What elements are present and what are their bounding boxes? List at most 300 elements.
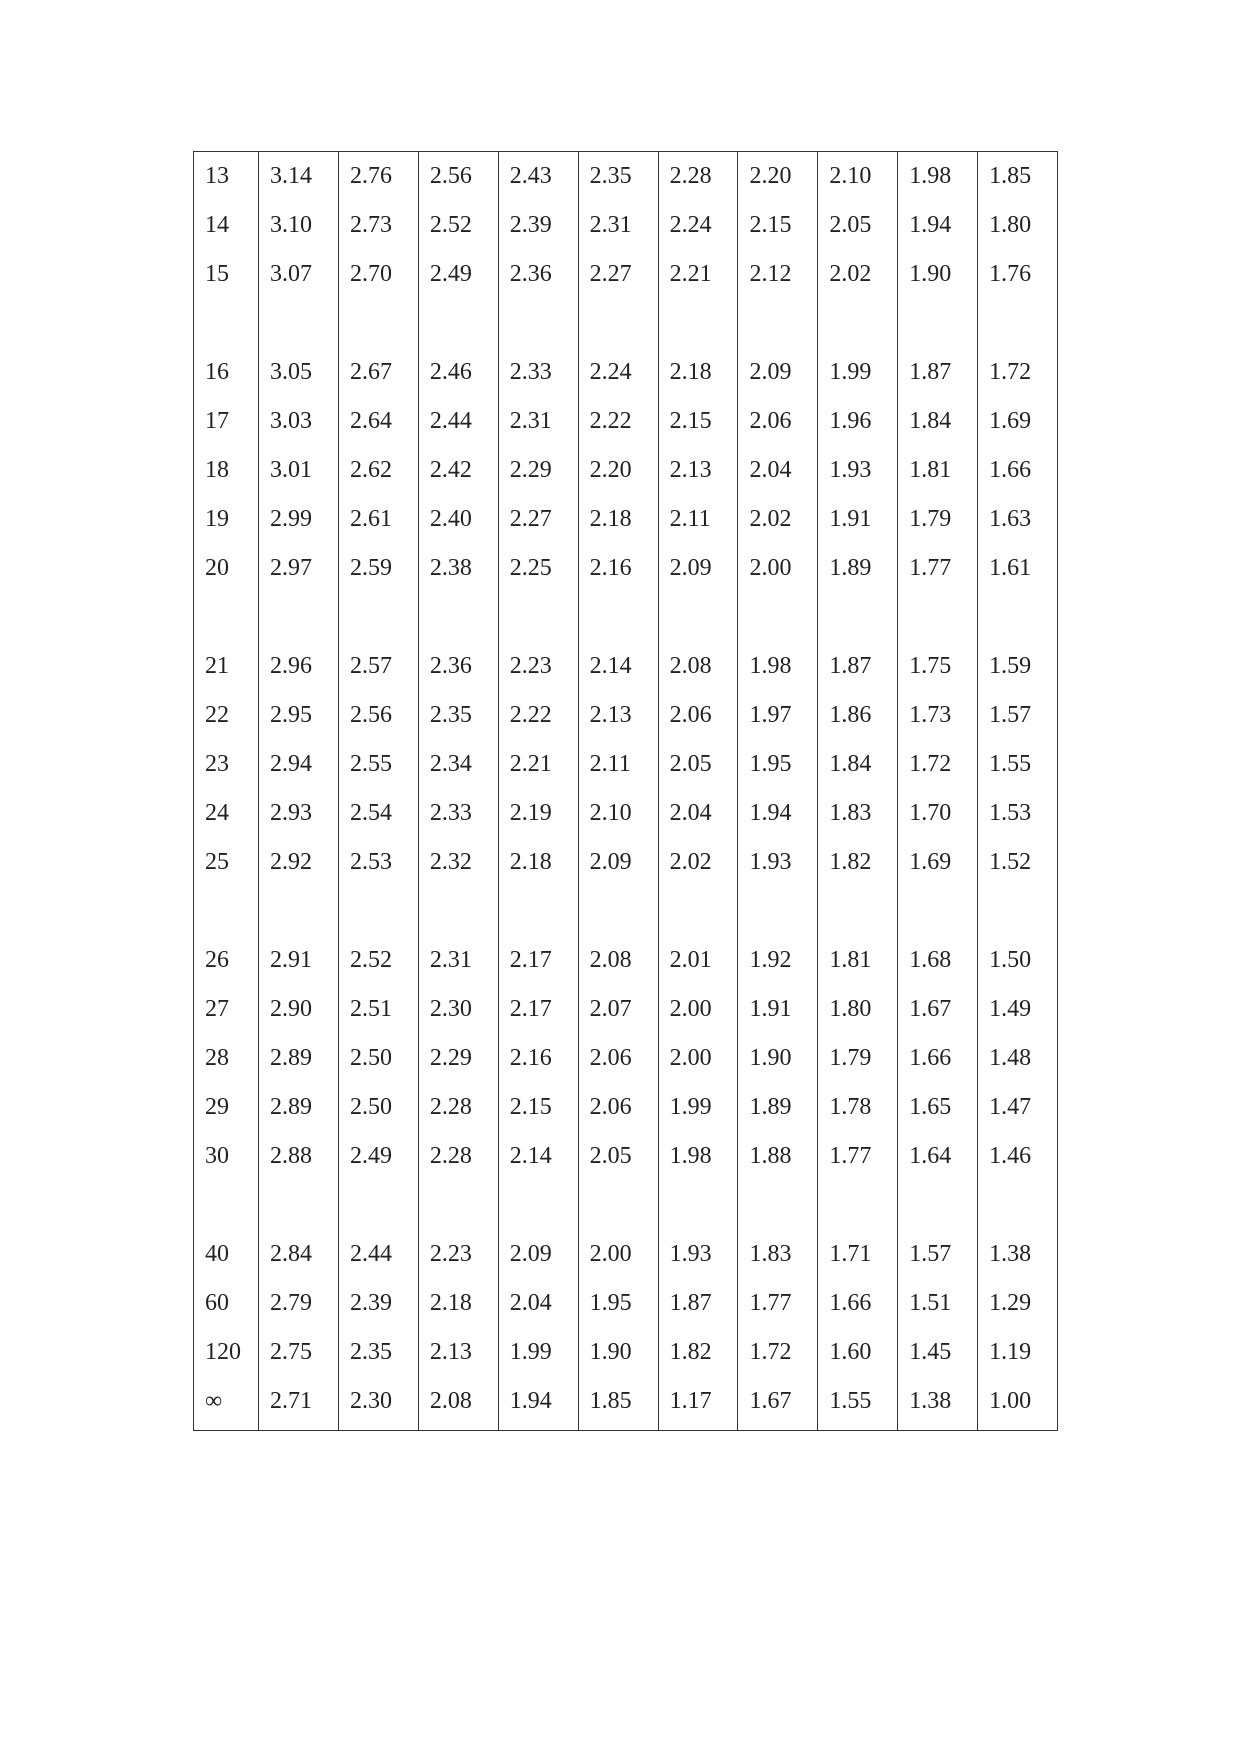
spacer-cell <box>818 593 898 642</box>
value-cell: 2.29 <box>418 1034 498 1083</box>
value-cell: 2.23 <box>418 1230 498 1279</box>
value-cell: 2.08 <box>658 642 738 691</box>
value-cell: 1.49 <box>978 985 1058 1034</box>
value-cell: 3.03 <box>259 397 339 446</box>
spacer-cell <box>339 299 419 348</box>
value-cell: 1.98 <box>898 152 978 202</box>
table-row <box>194 250 1058 299</box>
value-cell: 2.10 <box>578 789 658 838</box>
spacer-cell <box>658 299 738 348</box>
value-cell: 2.42 <box>418 446 498 495</box>
table-row <box>194 495 1058 544</box>
row-header-cell: 22 <box>194 691 259 740</box>
value-cell: 1.79 <box>898 495 978 544</box>
value-cell: 1.89 <box>738 1083 818 1132</box>
value-cell: 2.24 <box>658 201 738 250</box>
row-header-cell: 18 <box>194 446 259 495</box>
value-cell: 1.00 <box>978 1377 1058 1431</box>
value-cell: 2.73 <box>339 201 419 250</box>
spacer-cell <box>898 887 978 936</box>
value-cell: 2.13 <box>578 691 658 740</box>
table-row <box>194 201 1058 250</box>
value-cell: 2.00 <box>578 1230 658 1279</box>
value-cell: 1.94 <box>738 789 818 838</box>
value-cell: 1.38 <box>978 1230 1058 1279</box>
value-cell: 3.07 <box>259 250 339 299</box>
value-cell: 2.95 <box>259 691 339 740</box>
value-cell: 2.27 <box>578 250 658 299</box>
value-cell: 2.10 <box>818 152 898 202</box>
row-header-cell: ∞ <box>194 1377 259 1431</box>
value-cell: 1.85 <box>978 152 1058 202</box>
spacer-cell <box>418 593 498 642</box>
value-cell: 2.92 <box>259 838 339 887</box>
value-cell: 2.35 <box>339 1328 419 1377</box>
value-cell: 2.22 <box>578 397 658 446</box>
value-cell: 1.81 <box>818 936 898 985</box>
value-cell: 2.61 <box>339 495 419 544</box>
row-header-cell: 120 <box>194 1328 259 1377</box>
value-cell: 2.23 <box>498 642 578 691</box>
spacer-cell <box>259 299 339 348</box>
value-cell: 1.81 <box>898 446 978 495</box>
table-row <box>194 544 1058 593</box>
value-cell: 2.05 <box>578 1132 658 1181</box>
value-cell: 1.69 <box>898 838 978 887</box>
value-cell: 1.82 <box>818 838 898 887</box>
value-cell: 1.71 <box>818 1230 898 1279</box>
value-cell: 1.95 <box>738 740 818 789</box>
value-cell: 2.29 <box>498 446 578 495</box>
table-row <box>194 1230 1058 1279</box>
value-cell: 1.87 <box>818 642 898 691</box>
table-row <box>194 1377 1058 1431</box>
table-row <box>194 838 1058 887</box>
value-cell: 2.00 <box>738 544 818 593</box>
value-cell: 1.55 <box>978 740 1058 789</box>
value-cell: 2.35 <box>578 152 658 202</box>
row-header-cell: 15 <box>194 250 259 299</box>
row-header-cell: 28 <box>194 1034 259 1083</box>
value-cell: 1.77 <box>818 1132 898 1181</box>
row-header-cell: 21 <box>194 642 259 691</box>
spacer-cell <box>818 1181 898 1230</box>
row-header-cell: 13 <box>194 152 259 202</box>
value-cell: 1.19 <box>978 1328 1058 1377</box>
value-cell: 2.04 <box>738 446 818 495</box>
value-cell: 1.73 <box>898 691 978 740</box>
value-cell: 2.71 <box>259 1377 339 1431</box>
value-cell: 1.87 <box>658 1279 738 1328</box>
value-cell: 2.19 <box>498 789 578 838</box>
value-cell: 2.31 <box>578 201 658 250</box>
value-cell: 2.49 <box>339 1132 419 1181</box>
value-cell: 1.97 <box>738 691 818 740</box>
value-cell: 2.05 <box>658 740 738 789</box>
value-cell: 2.00 <box>658 1034 738 1083</box>
value-cell: 2.32 <box>418 838 498 887</box>
value-cell: 1.72 <box>738 1328 818 1377</box>
value-cell: 2.46 <box>418 348 498 397</box>
value-cell: 1.99 <box>498 1328 578 1377</box>
group-spacer-row <box>194 887 1058 936</box>
value-cell: 1.99 <box>818 348 898 397</box>
value-cell: 2.40 <box>418 495 498 544</box>
value-cell: 1.91 <box>818 495 898 544</box>
row-header-cell: 26 <box>194 936 259 985</box>
table-row <box>194 936 1058 985</box>
spacer-cell <box>578 1181 658 1230</box>
value-cell: 2.01 <box>658 936 738 985</box>
value-cell: 2.36 <box>418 642 498 691</box>
value-cell: 1.17 <box>658 1377 738 1431</box>
value-cell: 1.94 <box>898 201 978 250</box>
value-cell: 1.46 <box>978 1132 1058 1181</box>
value-cell: 2.56 <box>339 691 419 740</box>
value-cell: 2.52 <box>418 201 498 250</box>
value-cell: 1.84 <box>898 397 978 446</box>
table-row <box>194 1132 1058 1181</box>
value-cell: 2.52 <box>339 936 419 985</box>
value-cell: 2.70 <box>339 250 419 299</box>
spacer-cell <box>339 887 419 936</box>
value-cell: 2.34 <box>418 740 498 789</box>
value-cell: 2.64 <box>339 397 419 446</box>
spacer-cell <box>498 299 578 348</box>
value-cell: 2.30 <box>339 1377 419 1431</box>
spacer-cell <box>898 593 978 642</box>
value-cell: 1.29 <box>978 1279 1058 1328</box>
spacer-cell <box>818 887 898 936</box>
row-header-cell: 19 <box>194 495 259 544</box>
value-cell: 2.67 <box>339 348 419 397</box>
table-row <box>194 740 1058 789</box>
value-cell: 1.99 <box>658 1083 738 1132</box>
value-cell: 2.33 <box>498 348 578 397</box>
spacer-cell <box>498 887 578 936</box>
value-cell: 2.18 <box>498 838 578 887</box>
table-body <box>194 152 1058 1431</box>
value-cell: 2.55 <box>339 740 419 789</box>
spacer-cell <box>738 887 818 936</box>
value-cell: 2.06 <box>578 1034 658 1083</box>
value-cell: 2.16 <box>498 1034 578 1083</box>
spacer-cell <box>978 593 1058 642</box>
spacer-cell <box>418 887 498 936</box>
value-cell: 1.84 <box>818 740 898 789</box>
value-cell: 2.56 <box>418 152 498 202</box>
value-cell: 1.82 <box>658 1328 738 1377</box>
value-cell: 1.77 <box>898 544 978 593</box>
value-cell: 2.53 <box>339 838 419 887</box>
value-cell: 2.36 <box>498 250 578 299</box>
value-cell: 1.85 <box>578 1377 658 1431</box>
spacer-cell <box>418 299 498 348</box>
value-cell: 2.39 <box>498 201 578 250</box>
row-header-cell: 16 <box>194 348 259 397</box>
value-cell: 2.62 <box>339 446 419 495</box>
value-cell: 1.67 <box>898 985 978 1034</box>
value-cell: 2.44 <box>418 397 498 446</box>
value-cell: 2.09 <box>578 838 658 887</box>
value-cell: 2.20 <box>738 152 818 202</box>
value-cell: 1.53 <box>978 789 1058 838</box>
value-cell: 2.18 <box>578 495 658 544</box>
value-cell: 1.98 <box>658 1132 738 1181</box>
value-cell: 1.86 <box>818 691 898 740</box>
value-cell: 1.48 <box>978 1034 1058 1083</box>
table-row <box>194 1034 1058 1083</box>
table-row <box>194 1328 1058 1377</box>
value-cell: 2.99 <box>259 495 339 544</box>
value-cell: 1.59 <box>978 642 1058 691</box>
table-row <box>194 397 1058 446</box>
value-cell: 2.09 <box>738 348 818 397</box>
value-cell: 1.67 <box>738 1377 818 1431</box>
value-cell: 1.98 <box>738 642 818 691</box>
value-cell: 2.89 <box>259 1083 339 1132</box>
value-cell: 2.22 <box>498 691 578 740</box>
value-cell: 2.96 <box>259 642 339 691</box>
row-header-cell: 17 <box>194 397 259 446</box>
row-header-cell: 30 <box>194 1132 259 1181</box>
value-cell: 1.93 <box>818 446 898 495</box>
value-cell: 2.33 <box>418 789 498 838</box>
value-cell: 2.02 <box>818 250 898 299</box>
value-cell: 1.47 <box>978 1083 1058 1132</box>
spacer-cell <box>194 887 259 936</box>
table-row <box>194 446 1058 495</box>
value-cell: 1.76 <box>978 250 1058 299</box>
value-cell: 2.04 <box>498 1279 578 1328</box>
spacer-cell <box>658 593 738 642</box>
value-cell: 2.50 <box>339 1083 419 1132</box>
value-cell: 2.13 <box>658 446 738 495</box>
row-header-cell: 24 <box>194 789 259 838</box>
value-cell: 1.96 <box>818 397 898 446</box>
value-cell: 2.15 <box>658 397 738 446</box>
spacer-cell <box>194 299 259 348</box>
row-header-cell: 14 <box>194 201 259 250</box>
value-cell: 2.84 <box>259 1230 339 1279</box>
spacer-cell <box>898 299 978 348</box>
value-cell: 1.95 <box>578 1279 658 1328</box>
value-cell: 1.92 <box>738 936 818 985</box>
value-cell: 2.89 <box>259 1034 339 1083</box>
value-cell: 1.90 <box>738 1034 818 1083</box>
spacer-cell <box>818 299 898 348</box>
spacer-cell <box>578 887 658 936</box>
value-cell: 2.79 <box>259 1279 339 1328</box>
spacer-cell <box>578 299 658 348</box>
value-cell: 3.01 <box>259 446 339 495</box>
value-cell: 2.06 <box>738 397 818 446</box>
row-header-cell: 23 <box>194 740 259 789</box>
value-cell: 3.14 <box>259 152 339 202</box>
value-cell: 2.54 <box>339 789 419 838</box>
value-cell: 1.57 <box>898 1230 978 1279</box>
value-cell: 1.83 <box>738 1230 818 1279</box>
value-cell: 2.15 <box>498 1083 578 1132</box>
value-cell: 2.57 <box>339 642 419 691</box>
spacer-cell <box>658 1181 738 1230</box>
spacer-cell <box>339 1181 419 1230</box>
value-cell: 2.16 <box>578 544 658 593</box>
value-cell: 2.17 <box>498 985 578 1034</box>
value-cell: 2.11 <box>578 740 658 789</box>
value-cell: 2.15 <box>738 201 818 250</box>
value-cell: 2.49 <box>418 250 498 299</box>
spacer-cell <box>978 887 1058 936</box>
value-cell: 1.94 <box>498 1377 578 1431</box>
row-header-cell: 27 <box>194 985 259 1034</box>
value-cell: 2.08 <box>578 936 658 985</box>
value-cell: 3.10 <box>259 201 339 250</box>
value-cell: 2.06 <box>578 1083 658 1132</box>
row-header-cell: 29 <box>194 1083 259 1132</box>
spacer-cell <box>978 299 1058 348</box>
spacer-cell <box>498 1181 578 1230</box>
value-cell: 1.88 <box>738 1132 818 1181</box>
value-cell: 1.63 <box>978 495 1058 544</box>
spacer-cell <box>578 593 658 642</box>
spacer-cell <box>339 593 419 642</box>
spacer-cell <box>658 887 738 936</box>
value-cell: 2.06 <box>658 691 738 740</box>
value-cell: 2.59 <box>339 544 419 593</box>
value-cell: 1.72 <box>898 740 978 789</box>
group-spacer-row <box>194 299 1058 348</box>
value-cell: 2.00 <box>658 985 738 1034</box>
value-cell: 1.69 <box>978 397 1058 446</box>
spacer-cell <box>498 593 578 642</box>
spacer-cell <box>978 1181 1058 1230</box>
value-cell: 1.72 <box>978 348 1058 397</box>
value-cell: 3.05 <box>259 348 339 397</box>
value-cell: 2.18 <box>658 348 738 397</box>
value-cell: 1.66 <box>978 446 1058 495</box>
value-cell: 2.31 <box>498 397 578 446</box>
spacer-cell <box>738 593 818 642</box>
value-cell: 1.80 <box>818 985 898 1034</box>
value-cell: 1.75 <box>898 642 978 691</box>
value-cell: 2.97 <box>259 544 339 593</box>
value-cell: 1.65 <box>898 1083 978 1132</box>
value-cell: 1.52 <box>978 838 1058 887</box>
group-spacer-row <box>194 1181 1058 1230</box>
value-cell: 2.21 <box>498 740 578 789</box>
statistics-table <box>193 151 1058 1431</box>
row-header-cell: 20 <box>194 544 259 593</box>
value-cell: 2.21 <box>658 250 738 299</box>
value-cell: 2.28 <box>658 152 738 202</box>
value-cell: 1.64 <box>898 1132 978 1181</box>
value-cell: 1.60 <box>818 1328 898 1377</box>
table-row <box>194 1279 1058 1328</box>
value-cell: 1.57 <box>978 691 1058 740</box>
value-cell: 2.12 <box>738 250 818 299</box>
value-cell: 1.55 <box>818 1377 898 1431</box>
value-cell: 1.91 <box>738 985 818 1034</box>
row-header-cell: 40 <box>194 1230 259 1279</box>
value-cell: 2.51 <box>339 985 419 1034</box>
table-row <box>194 789 1058 838</box>
value-cell: 1.93 <box>658 1230 738 1279</box>
value-cell: 1.87 <box>898 348 978 397</box>
spacer-cell <box>259 887 339 936</box>
spacer-cell <box>194 1181 259 1230</box>
value-cell: 1.79 <box>818 1034 898 1083</box>
value-cell: 2.14 <box>498 1132 578 1181</box>
table-row <box>194 152 1058 202</box>
value-cell: 2.08 <box>418 1377 498 1431</box>
value-cell: 2.13 <box>418 1328 498 1377</box>
table-row <box>194 348 1058 397</box>
table-row <box>194 691 1058 740</box>
row-header-cell: 60 <box>194 1279 259 1328</box>
spacer-cell <box>259 593 339 642</box>
value-cell: 1.78 <box>818 1083 898 1132</box>
value-cell: 1.89 <box>818 544 898 593</box>
value-cell: 2.76 <box>339 152 419 202</box>
value-cell: 2.02 <box>658 838 738 887</box>
value-cell: 2.30 <box>418 985 498 1034</box>
value-cell: 1.51 <box>898 1279 978 1328</box>
value-cell: 2.39 <box>339 1279 419 1328</box>
value-cell: 1.45 <box>898 1328 978 1377</box>
group-spacer-row <box>194 593 1058 642</box>
value-cell: 2.35 <box>418 691 498 740</box>
spacer-cell <box>418 1181 498 1230</box>
spacer-cell <box>738 299 818 348</box>
value-cell: 2.28 <box>418 1132 498 1181</box>
value-cell: 2.09 <box>658 544 738 593</box>
value-cell: 1.93 <box>738 838 818 887</box>
value-cell: 1.90 <box>898 250 978 299</box>
spacer-cell <box>259 1181 339 1230</box>
value-cell: 2.28 <box>418 1083 498 1132</box>
value-cell: 1.70 <box>898 789 978 838</box>
value-cell: 2.90 <box>259 985 339 1034</box>
value-cell: 2.91 <box>259 936 339 985</box>
value-cell: 2.94 <box>259 740 339 789</box>
value-cell: 1.68 <box>898 936 978 985</box>
value-cell: 2.25 <box>498 544 578 593</box>
table-row <box>194 1083 1058 1132</box>
value-cell: 1.90 <box>578 1328 658 1377</box>
spacer-cell <box>898 1181 978 1230</box>
value-cell: 2.27 <box>498 495 578 544</box>
value-cell: 2.24 <box>578 348 658 397</box>
value-cell: 1.80 <box>978 201 1058 250</box>
value-cell: 1.61 <box>978 544 1058 593</box>
value-cell: 1.66 <box>818 1279 898 1328</box>
value-cell: 2.02 <box>738 495 818 544</box>
value-cell: 2.04 <box>658 789 738 838</box>
value-cell: 2.93 <box>259 789 339 838</box>
value-cell: 1.66 <box>898 1034 978 1083</box>
value-cell: 1.77 <box>738 1279 818 1328</box>
value-cell: 2.50 <box>339 1034 419 1083</box>
spacer-cell <box>738 1181 818 1230</box>
value-cell: 2.18 <box>418 1279 498 1328</box>
value-cell: 2.14 <box>578 642 658 691</box>
value-cell: 2.43 <box>498 152 578 202</box>
value-cell: 2.88 <box>259 1132 339 1181</box>
value-cell: 2.20 <box>578 446 658 495</box>
value-cell: 2.44 <box>339 1230 419 1279</box>
value-cell: 2.07 <box>578 985 658 1034</box>
